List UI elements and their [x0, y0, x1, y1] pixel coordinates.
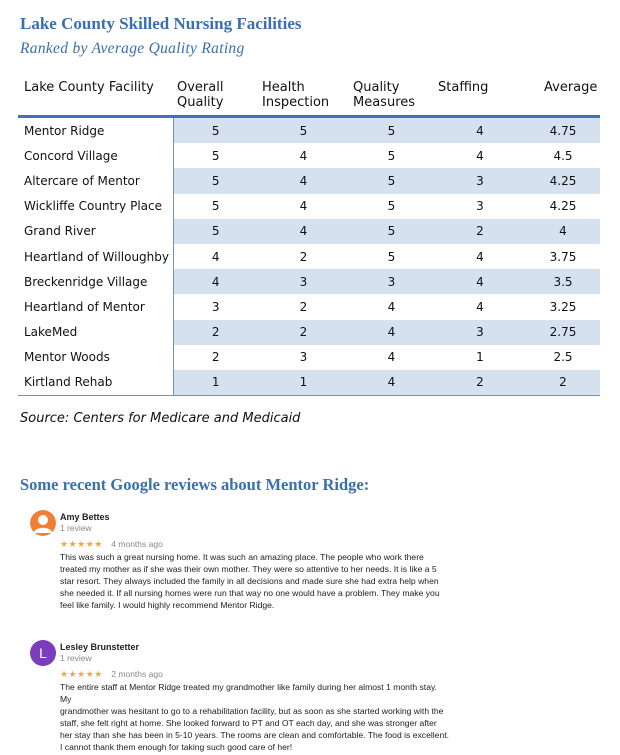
health-inspection-cell: 4	[258, 219, 349, 244]
facility-cell: Altercare of Mentor	[24, 173, 140, 188]
column-header-overall-quality: Overall Quality	[177, 80, 224, 110]
staffing-cell: 2	[434, 219, 526, 244]
staffing-cell: 4	[476, 148, 484, 163]
facility-cell: Breckenridge Village	[24, 274, 148, 289]
health-inspection-cell: 4	[299, 148, 308, 163]
table-row	[18, 117, 600, 144]
quality-measures-cell: 4	[387, 299, 396, 314]
average-cell: 2.5	[553, 350, 573, 365]
review-meta	[60, 536, 450, 551]
quality-measures-cell: 4	[349, 320, 434, 345]
person-head-shape	[38, 515, 48, 525]
overall-quality-cell: 5	[173, 117, 258, 144]
star-rating: ★★★★★	[60, 539, 103, 549]
staffing-cell: 4	[434, 269, 526, 294]
column-header-staffing: Staffing	[438, 80, 489, 95]
overall-quality-cell: 2	[173, 345, 258, 370]
facility-cell: LakeMed	[24, 325, 78, 340]
quality-measures-cell: 5	[349, 117, 434, 144]
table-row	[18, 345, 600, 370]
staffing-cell: 3	[476, 199, 484, 214]
review-text: The entire staff at Mentor Ridge treated my grandmother like family during her almost 1 month stay. My grandmother was hesitant to go to a rehabilitation facility, but as soon as she started working with the staff, she felt right at home. She looked forward to PT and OT each day, and she was stronger after her stay than she has been in 5-10 years. The rooms are clean and comfortable. The food is excellent. I cannot thank them enough for taking such good care of her!	[60, 682, 450, 752]
column-header-average: Average	[544, 80, 598, 95]
staffing-cell: 2	[434, 370, 526, 396]
health-inspection-cell: 3	[299, 350, 308, 365]
average-cell: 4.75	[526, 117, 600, 144]
avatar-letter: L	[39, 645, 47, 661]
average-cell: 4	[526, 219, 600, 244]
overall-quality-cell: 4	[173, 244, 258, 269]
overall-quality-cell: 5	[173, 194, 258, 219]
page-subtitle: Ranked by Average Quality Rating	[20, 40, 245, 57]
table-header-row	[18, 76, 600, 117]
overall-quality-cell: 4	[173, 269, 258, 294]
facility-cell: Heartland of Willoughby	[24, 249, 169, 264]
table-row	[18, 143, 600, 168]
star-rating: ★★★★★	[60, 669, 103, 679]
reviews-heading: Some recent Google reviews about Mentor Ridge:	[20, 475, 370, 494]
person-icon	[30, 510, 56, 536]
table-row	[18, 320, 600, 345]
review-body	[60, 640, 450, 753]
staffing-cell: 1	[476, 350, 484, 365]
quality-measures-cell: 5	[387, 199, 396, 214]
health-inspection-cell: 2	[299, 299, 308, 314]
average-cell: 2	[526, 370, 600, 396]
overall-quality-cell: 3	[173, 294, 258, 319]
reviewer-name[interactable]: Lesley Brunstetter	[60, 642, 140, 652]
table-row	[18, 244, 600, 269]
health-inspection-cell: 4	[299, 199, 308, 214]
facility-cell: Wickliffe Country Place	[24, 199, 163, 214]
table-row	[18, 168, 600, 193]
quality-measures-cell: 5	[349, 168, 434, 193]
quality-measures-cell: 3	[349, 269, 434, 294]
staffing-cell: 3	[434, 168, 526, 193]
staffing-cell: 4	[476, 249, 484, 264]
table-row	[18, 370, 600, 396]
facility-cell: Grand River	[24, 224, 96, 239]
quality-measures-cell: 4	[387, 350, 396, 365]
overall-quality-cell: 1	[173, 370, 258, 396]
review-time: 4 months ago	[111, 539, 163, 549]
overall-quality-cell: 5	[173, 219, 258, 244]
quality-measures-cell: 5	[349, 219, 434, 244]
column-header-facility: Lake County Facility	[24, 80, 154, 95]
overall-quality-cell: 2	[173, 320, 258, 345]
staffing-cell: 4	[434, 117, 526, 144]
quality-measures-cell: 5	[387, 148, 396, 163]
table-row	[18, 219, 600, 244]
health-inspection-cell: 4	[258, 168, 349, 193]
average-cell: 4.5	[553, 148, 573, 163]
review-time: 2 months ago	[111, 669, 163, 679]
health-inspection-cell: 3	[258, 269, 349, 294]
health-inspection-cell: 1	[258, 370, 349, 396]
facility-cell: Concord Village	[24, 148, 118, 163]
column-header-health-inspection: Health Inspection	[262, 80, 330, 110]
facility-cell: Mentor Ridge	[24, 123, 105, 138]
average-cell: 4.25	[526, 168, 600, 193]
review-count: 1 review	[60, 523, 92, 533]
avatar[interactable]	[30, 510, 56, 536]
avatar[interactable]	[30, 640, 56, 666]
review-text: This was such a great nursing home. It was such an amazing place. The people who work there treated my mother as if she was their own mother. They were so attentive to her needs. It is like a 5 star resort. They always included the family in all decisions and made sure she had extra help when she needed it. If all nursing homes were run that way no one would have a problem. They make you feel like family. I would highly recommend Mentor Ridge.	[60, 552, 440, 610]
health-inspection-cell: 2	[258, 320, 349, 345]
quality-measures-cell: 5	[387, 249, 396, 264]
source-note: Source: Centers for Medicare and Medicaid	[20, 411, 301, 426]
average-cell: 4.25	[549, 199, 577, 214]
reviewer-name[interactable]: Amy Bettes	[60, 512, 110, 522]
page-title: Lake County Skilled Nursing Facilities	[20, 14, 302, 33]
review-meta	[60, 666, 450, 681]
review-count: 1 review	[60, 653, 92, 663]
average-cell: 3.25	[549, 299, 577, 314]
column-header-quality-measures: Quality Measures	[353, 80, 416, 110]
average-cell: 3.5	[526, 269, 600, 294]
quality-measures-cell: 4	[349, 370, 434, 396]
review-body	[60, 510, 450, 612]
facility-cell: Heartland of Mentor	[24, 299, 145, 314]
facility-cell: Mentor Woods	[24, 350, 110, 365]
health-inspection-cell: 2	[299, 249, 308, 264]
facility-cell: Kirtland Rehab	[24, 375, 113, 390]
health-inspection-cell: 5	[258, 117, 349, 144]
overall-quality-cell: 5	[173, 143, 258, 168]
table-row	[18, 294, 600, 319]
overall-quality-cell: 5	[173, 168, 258, 193]
average-cell: 2.75	[526, 320, 600, 345]
staffing-cell: 4	[476, 299, 484, 314]
average-cell: 3.75	[549, 249, 577, 264]
ratings-table	[18, 76, 600, 396]
table-row	[18, 269, 600, 294]
staffing-cell: 3	[434, 320, 526, 345]
table-row	[18, 194, 600, 219]
